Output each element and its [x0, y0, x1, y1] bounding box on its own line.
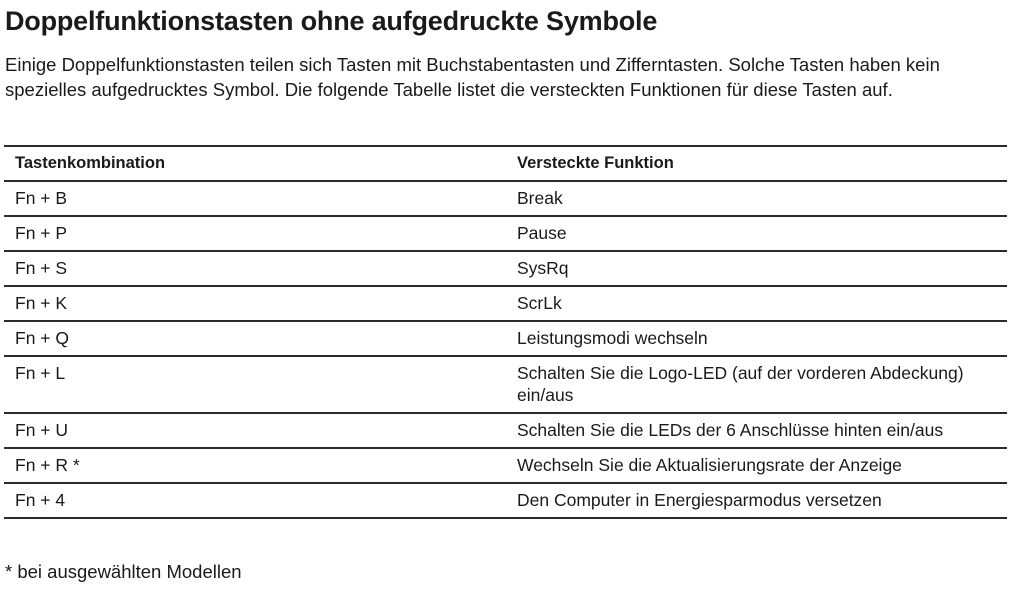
table-row: [4, 286, 1007, 321]
key-combination-cell: Fn + S: [4, 251, 506, 286]
hidden-function-cell: Schalten Sie die LEDs der 6 Anschlüsse hinten ein/aus: [506, 413, 1007, 448]
hidden-function-cell: Schalten Sie die Logo-LED (auf der vorderen Abdeckung) ein/aus: [506, 356, 1007, 413]
hidden-function-cell: ScrLk: [506, 286, 1007, 321]
footnote: * bei ausgewählten Modellen: [5, 561, 242, 582]
key-combination-cell: Fn + L: [4, 356, 506, 413]
hidden-function-cell: Wechseln Sie die Aktualisierungsrate der Anzeige: [506, 448, 1007, 483]
hidden-function-cell: Leistungsmodi wechseln: [506, 321, 1007, 356]
key-combination-cell: Fn + P: [4, 216, 506, 251]
table-row: [4, 181, 1007, 216]
table-row: [4, 483, 1007, 518]
key-combination-cell: Fn + R *: [4, 448, 506, 483]
table-row: [4, 251, 1007, 286]
table-row: [4, 216, 1007, 251]
key-combination-cell: Fn + Q: [4, 321, 506, 356]
hidden-function-cell: Den Computer in Energiesparmodus versetzen: [506, 483, 1007, 518]
table-row: [4, 448, 1007, 483]
key-combination-cell: Fn + B: [4, 181, 506, 216]
column-header-key-combination: Tastenkombination: [4, 146, 506, 181]
key-combination-cell: Fn + 4: [4, 483, 506, 518]
table-row: [4, 413, 1007, 448]
key-combination-cell: Fn + K: [4, 286, 506, 321]
hidden-function-cell: Break: [506, 181, 1007, 216]
page-title: Doppelfunktionstasten ohne aufgedruckte Symbole: [5, 6, 658, 36]
intro-paragraph: Einige Doppelfunktionstasten teilen sich Tasten mit Buchstabentasten und Zifferntasten. Solche Tasten haben kein spezielles aufgedrucktes Symbol. Die folgende Tabelle listet die versteckten Funktionen für diese Tasten auf.: [5, 54, 940, 100]
column-header-hidden-function: Versteckte Funktion: [506, 146, 1007, 181]
key-combination-table: [4, 145, 1007, 519]
key-combination-cell: Fn + U: [4, 413, 506, 448]
hidden-function-cell: SysRq: [506, 251, 1007, 286]
hidden-function-cell: Pause: [506, 216, 1007, 251]
table-row: [4, 321, 1007, 356]
table-header-row: [4, 146, 1007, 181]
table-row: [4, 356, 1007, 413]
